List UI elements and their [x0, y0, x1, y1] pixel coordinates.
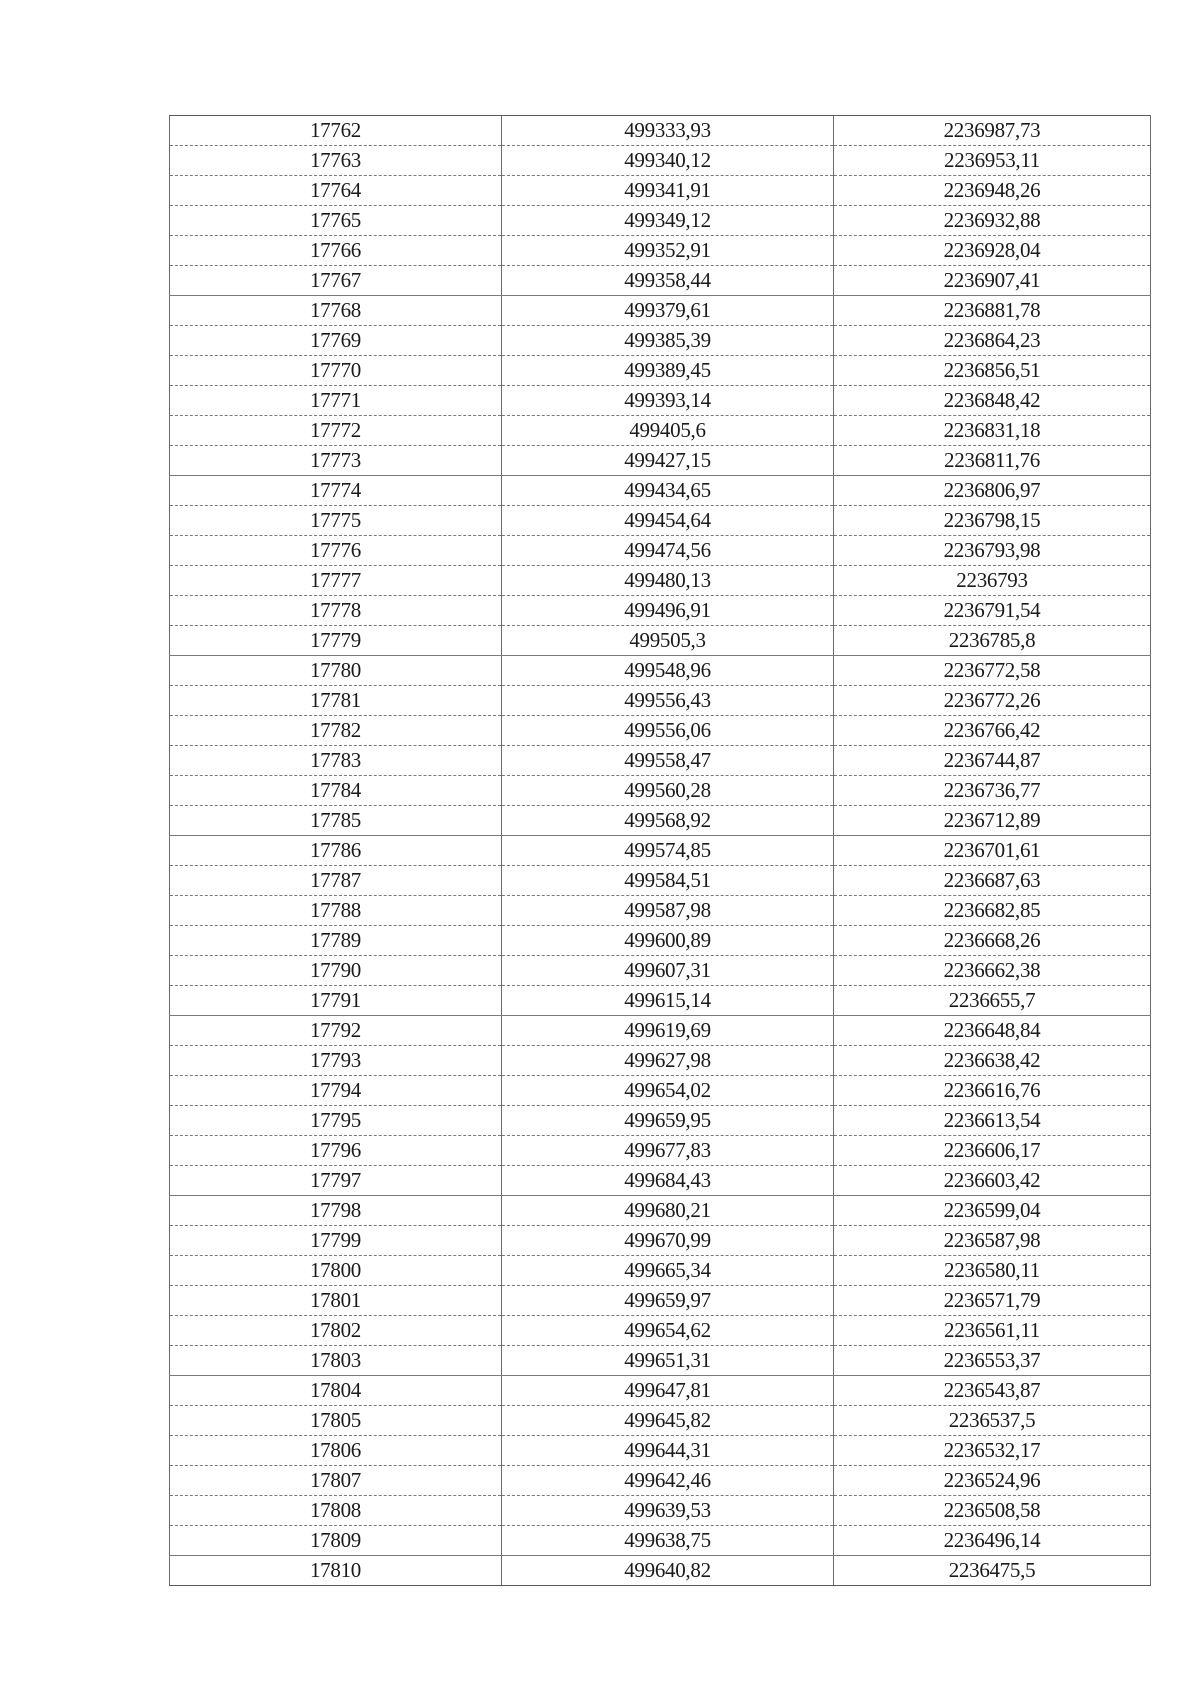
x-coordinate-cell: 499556,06: [502, 716, 834, 746]
point-number-cell: 17793: [170, 1046, 502, 1076]
table-row: [170, 866, 1151, 896]
x-coordinate-cell: 499352,91: [502, 236, 834, 266]
point-number-cell: 17778: [170, 596, 502, 626]
table-row: [170, 596, 1151, 626]
table-row: [170, 356, 1151, 386]
table-row: [170, 1166, 1151, 1196]
y-coordinate-cell: 2236856,51: [834, 356, 1151, 386]
point-number-cell: 17770: [170, 356, 502, 386]
x-coordinate-cell: 499640,82: [502, 1556, 834, 1586]
y-coordinate-cell: 2236687,63: [834, 866, 1151, 896]
table-row: [170, 896, 1151, 926]
x-coordinate-cell: 499427,15: [502, 446, 834, 476]
table-row: [170, 386, 1151, 416]
point-number-cell: 17781: [170, 686, 502, 716]
x-coordinate-cell: 499496,91: [502, 596, 834, 626]
y-coordinate-cell: 2236648,84: [834, 1016, 1151, 1046]
y-coordinate-cell: 2236496,14: [834, 1526, 1151, 1556]
point-number-cell: 17779: [170, 626, 502, 656]
point-number-cell: 17809: [170, 1526, 502, 1556]
point-number-cell: 17777: [170, 566, 502, 596]
point-number-cell: 17783: [170, 746, 502, 776]
point-number-cell: 17786: [170, 836, 502, 866]
point-number-cell: 17773: [170, 446, 502, 476]
x-coordinate-cell: 499607,31: [502, 956, 834, 986]
point-number-cell: 17792: [170, 1016, 502, 1046]
x-coordinate-cell: 499333,93: [502, 116, 834, 146]
table-row: [170, 416, 1151, 446]
point-number-cell: 17791: [170, 986, 502, 1016]
point-number-cell: 17767: [170, 266, 502, 296]
point-number-cell: 17796: [170, 1136, 502, 1166]
point-number-cell: 17802: [170, 1316, 502, 1346]
y-coordinate-cell: 2236864,23: [834, 326, 1151, 356]
point-number-cell: 17807: [170, 1466, 502, 1496]
point-number-cell: 17806: [170, 1436, 502, 1466]
x-coordinate-cell: 499651,31: [502, 1346, 834, 1376]
point-number-cell: 17785: [170, 806, 502, 836]
y-coordinate-cell: 2236744,87: [834, 746, 1151, 776]
y-coordinate-cell: 2236831,18: [834, 416, 1151, 446]
table-row: [170, 1136, 1151, 1166]
coordinates-table-body: [170, 116, 1151, 1586]
point-number-cell: 17808: [170, 1496, 502, 1526]
point-number-cell: 17762: [170, 116, 502, 146]
point-number-cell: 17782: [170, 716, 502, 746]
y-coordinate-cell: 2236798,15: [834, 506, 1151, 536]
x-coordinate-cell: 499659,97: [502, 1286, 834, 1316]
x-coordinate-cell: 499574,85: [502, 836, 834, 866]
point-number-cell: 17797: [170, 1166, 502, 1196]
table-row: [170, 776, 1151, 806]
y-coordinate-cell: 2236928,04: [834, 236, 1151, 266]
x-coordinate-cell: 499349,12: [502, 206, 834, 236]
table-row: [170, 1256, 1151, 1286]
table-row: [170, 176, 1151, 206]
x-coordinate-cell: 499584,51: [502, 866, 834, 896]
x-coordinate-cell: 499454,64: [502, 506, 834, 536]
point-number-cell: 17787: [170, 866, 502, 896]
x-coordinate-cell: 499665,34: [502, 1256, 834, 1286]
point-number-cell: 17776: [170, 536, 502, 566]
x-coordinate-cell: 499645,82: [502, 1406, 834, 1436]
y-coordinate-cell: 2236599,04: [834, 1196, 1151, 1226]
x-coordinate-cell: 499393,14: [502, 386, 834, 416]
table-row: [170, 506, 1151, 536]
point-number-cell: 17784: [170, 776, 502, 806]
y-coordinate-cell: 2236603,42: [834, 1166, 1151, 1196]
table-row: [170, 956, 1151, 986]
y-coordinate-cell: 2236616,76: [834, 1076, 1151, 1106]
point-number-cell: 17804: [170, 1376, 502, 1406]
table-row: [170, 1016, 1151, 1046]
table-row: [170, 536, 1151, 566]
table-row: [170, 1196, 1151, 1226]
y-coordinate-cell: 2236881,78: [834, 296, 1151, 326]
x-coordinate-cell: 499474,56: [502, 536, 834, 566]
y-coordinate-cell: 2236907,41: [834, 266, 1151, 296]
y-coordinate-cell: 2236791,54: [834, 596, 1151, 626]
table-row: [170, 116, 1151, 146]
point-number-cell: 17789: [170, 926, 502, 956]
table-row: [170, 1316, 1151, 1346]
x-coordinate-cell: 499505,3: [502, 626, 834, 656]
x-coordinate-cell: 499680,21: [502, 1196, 834, 1226]
y-coordinate-cell: 2236785,8: [834, 626, 1151, 656]
y-coordinate-cell: 2236953,11: [834, 146, 1151, 176]
table-row: [170, 836, 1151, 866]
y-coordinate-cell: 2236508,58: [834, 1496, 1151, 1526]
y-coordinate-cell: 2236772,26: [834, 686, 1151, 716]
y-coordinate-cell: 2236532,17: [834, 1436, 1151, 1466]
y-coordinate-cell: 2236766,42: [834, 716, 1151, 746]
table-row: [170, 1076, 1151, 1106]
y-coordinate-cell: 2236537,5: [834, 1406, 1151, 1436]
y-coordinate-cell: 2236772,58: [834, 656, 1151, 686]
x-coordinate-cell: 499677,83: [502, 1136, 834, 1166]
point-number-cell: 17764: [170, 176, 502, 206]
point-number-cell: 17795: [170, 1106, 502, 1136]
point-number-cell: 17790: [170, 956, 502, 986]
y-coordinate-cell: 2236987,73: [834, 116, 1151, 146]
table-row: [170, 746, 1151, 776]
table-row: [170, 446, 1151, 476]
table-row: [170, 1346, 1151, 1376]
point-number-cell: 17765: [170, 206, 502, 236]
x-coordinate-cell: 499670,99: [502, 1226, 834, 1256]
point-number-cell: 17763: [170, 146, 502, 176]
point-number-cell: 17775: [170, 506, 502, 536]
table-row: [170, 1526, 1151, 1556]
table-row: [170, 656, 1151, 686]
y-coordinate-cell: 2236475,5: [834, 1556, 1151, 1586]
y-coordinate-cell: 2236662,38: [834, 956, 1151, 986]
x-coordinate-cell: 499556,43: [502, 686, 834, 716]
y-coordinate-cell: 2236543,87: [834, 1376, 1151, 1406]
point-number-cell: 17810: [170, 1556, 502, 1586]
point-number-cell: 17769: [170, 326, 502, 356]
y-coordinate-cell: 2236736,77: [834, 776, 1151, 806]
x-coordinate-cell: 499358,44: [502, 266, 834, 296]
y-coordinate-cell: 2236668,26: [834, 926, 1151, 956]
table-row: [170, 1496, 1151, 1526]
y-coordinate-cell: 2236793: [834, 566, 1151, 596]
y-coordinate-cell: 2236587,98: [834, 1226, 1151, 1256]
point-number-cell: 17805: [170, 1406, 502, 1436]
x-coordinate-cell: 499405,6: [502, 416, 834, 446]
x-coordinate-cell: 499659,95: [502, 1106, 834, 1136]
point-number-cell: 17799: [170, 1226, 502, 1256]
table-row: [170, 926, 1151, 956]
point-number-cell: 17803: [170, 1346, 502, 1376]
point-number-cell: 17766: [170, 236, 502, 266]
x-coordinate-cell: 499619,69: [502, 1016, 834, 1046]
table-row: [170, 1376, 1151, 1406]
y-coordinate-cell: 2236948,26: [834, 176, 1151, 206]
x-coordinate-cell: 499389,45: [502, 356, 834, 386]
x-coordinate-cell: 499642,46: [502, 1466, 834, 1496]
point-number-cell: 17798: [170, 1196, 502, 1226]
x-coordinate-cell: 499568,92: [502, 806, 834, 836]
x-coordinate-cell: 499434,65: [502, 476, 834, 506]
y-coordinate-cell: 2236613,54: [834, 1106, 1151, 1136]
y-coordinate-cell: 2236811,76: [834, 446, 1151, 476]
x-coordinate-cell: 499379,61: [502, 296, 834, 326]
table-row: [170, 626, 1151, 656]
x-coordinate-cell: 499341,91: [502, 176, 834, 206]
x-coordinate-cell: 499654,02: [502, 1076, 834, 1106]
point-number-cell: 17772: [170, 416, 502, 446]
table-row: [170, 1436, 1151, 1466]
table-row: [170, 296, 1151, 326]
x-coordinate-cell: 499385,39: [502, 326, 834, 356]
y-coordinate-cell: 2236655,7: [834, 986, 1151, 1016]
point-number-cell: 17801: [170, 1286, 502, 1316]
table-row: [170, 686, 1151, 716]
point-number-cell: 17780: [170, 656, 502, 686]
y-coordinate-cell: 2236793,98: [834, 536, 1151, 566]
table-row: [170, 1286, 1151, 1316]
table-row: [170, 1046, 1151, 1076]
table-row: [170, 206, 1151, 236]
x-coordinate-cell: 499600,89: [502, 926, 834, 956]
table-row: [170, 476, 1151, 506]
x-coordinate-cell: 499638,75: [502, 1526, 834, 1556]
y-coordinate-cell: 2236682,85: [834, 896, 1151, 926]
y-coordinate-cell: 2236524,96: [834, 1466, 1151, 1496]
y-coordinate-cell: 2236580,11: [834, 1256, 1151, 1286]
x-coordinate-cell: 499639,53: [502, 1496, 834, 1526]
table-row: [170, 566, 1151, 596]
coordinates-table: [169, 115, 1151, 1586]
point-number-cell: 17771: [170, 386, 502, 416]
y-coordinate-cell: 2236638,42: [834, 1046, 1151, 1076]
y-coordinate-cell: 2236712,89: [834, 806, 1151, 836]
table-row: [170, 1226, 1151, 1256]
y-coordinate-cell: 2236606,17: [834, 1136, 1151, 1166]
table-row: [170, 806, 1151, 836]
x-coordinate-cell: 499654,62: [502, 1316, 834, 1346]
x-coordinate-cell: 499480,13: [502, 566, 834, 596]
table-row: [170, 326, 1151, 356]
y-coordinate-cell: 2236701,61: [834, 836, 1151, 866]
table-row: [170, 1106, 1151, 1136]
point-number-cell: 17800: [170, 1256, 502, 1286]
x-coordinate-cell: 499615,14: [502, 986, 834, 1016]
point-number-cell: 17788: [170, 896, 502, 926]
y-coordinate-cell: 2236561,11: [834, 1316, 1151, 1346]
table-row: [170, 266, 1151, 296]
y-coordinate-cell: 2236848,42: [834, 386, 1151, 416]
table-row: [170, 986, 1151, 1016]
table-row: [170, 716, 1151, 746]
x-coordinate-cell: 499560,28: [502, 776, 834, 806]
table-row: [170, 1466, 1151, 1496]
x-coordinate-cell: 499647,81: [502, 1376, 834, 1406]
point-number-cell: 17794: [170, 1076, 502, 1106]
x-coordinate-cell: 499627,98: [502, 1046, 834, 1076]
table-row: [170, 236, 1151, 266]
x-coordinate-cell: 499684,43: [502, 1166, 834, 1196]
y-coordinate-cell: 2236571,79: [834, 1286, 1151, 1316]
x-coordinate-cell: 499644,31: [502, 1436, 834, 1466]
table-row: [170, 1556, 1151, 1586]
table-row: [170, 146, 1151, 176]
y-coordinate-cell: 2236553,37: [834, 1346, 1151, 1376]
point-number-cell: 17768: [170, 296, 502, 326]
x-coordinate-cell: 499548,96: [502, 656, 834, 686]
x-coordinate-cell: 499340,12: [502, 146, 834, 176]
table-row: [170, 1406, 1151, 1436]
y-coordinate-cell: 2236806,97: [834, 476, 1151, 506]
x-coordinate-cell: 499587,98: [502, 896, 834, 926]
point-number-cell: 17774: [170, 476, 502, 506]
x-coordinate-cell: 499558,47: [502, 746, 834, 776]
y-coordinate-cell: 2236932,88: [834, 206, 1151, 236]
